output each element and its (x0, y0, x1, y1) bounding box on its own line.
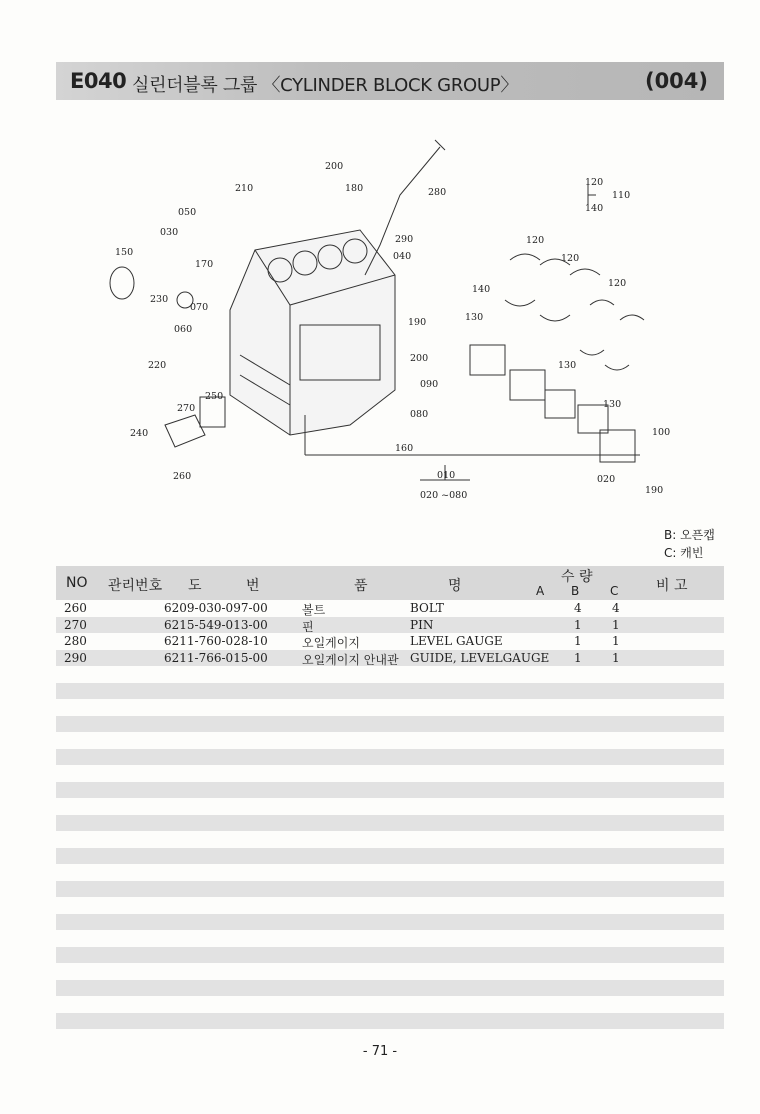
svg-text:150: 150 (115, 247, 134, 258)
row-name-en: PIN (410, 617, 434, 632)
empty-row (56, 683, 724, 700)
empty-row (56, 848, 724, 865)
svg-text:020 ~080: 020 ~080 (420, 490, 468, 501)
col-qty-c: C (610, 584, 619, 598)
empty-row (56, 996, 724, 1013)
svg-text:210: 210 (235, 183, 254, 194)
legend-b: B: 오픈캡 (664, 528, 715, 542)
empty-row (56, 716, 724, 733)
table-row (56, 633, 724, 650)
row-no: 260 (64, 601, 87, 615)
svg-text:120: 120 (585, 177, 604, 188)
exploded-parts-diagram (100, 135, 700, 515)
table-row (56, 600, 724, 617)
svg-text:010: 010 (437, 470, 456, 481)
row-qty-c: 4 (612, 601, 620, 615)
table-row (56, 617, 724, 634)
row-no: 290 (64, 650, 87, 665)
empty-row (56, 980, 724, 997)
col-part: 품 (354, 578, 368, 594)
col-drawing: 도 (188, 578, 202, 594)
svg-text:160: 160 (395, 443, 414, 454)
svg-text:040: 040 (393, 251, 412, 262)
svg-text:270: 270 (177, 403, 196, 414)
row-name-kr: 볼트 (302, 603, 326, 617)
svg-text:200: 200 (410, 353, 429, 364)
svg-text:170: 170 (195, 259, 214, 270)
empty-row (56, 1013, 724, 1030)
empty-row (56, 782, 724, 799)
row-qty-b: 1 (574, 650, 582, 665)
empty-row (56, 699, 724, 716)
col-drawing-2: 번 (246, 578, 260, 594)
col-qty-b: B (571, 584, 580, 598)
svg-text:240: 240 (130, 428, 149, 439)
svg-text:120: 120 (526, 235, 545, 246)
row-name-kr: 오일게이지 안내관 (302, 652, 399, 667)
svg-text:120: 120 (608, 278, 627, 289)
svg-text:250: 250 (205, 391, 224, 402)
svg-text:130: 130 (465, 312, 484, 323)
row-qty-c: 1 (612, 650, 620, 665)
svg-text:120: 120 (561, 253, 580, 264)
row-code: 6209-030-097-00 (164, 601, 268, 615)
empty-row (56, 930, 724, 947)
row-name-en: GUIDE, LEVELGAUGE (410, 650, 550, 665)
row-code: 6211-760-028-10 (164, 634, 268, 648)
row-name-kr: 핀 (302, 619, 314, 634)
svg-text:290: 290 (395, 234, 414, 245)
svg-text:030: 030 (160, 227, 179, 238)
row-code: 6211-766-015-00 (164, 650, 268, 665)
svg-text:190: 190 (645, 485, 664, 496)
svg-text:140: 140 (472, 284, 491, 295)
row-qty-c: 1 (612, 617, 620, 632)
empty-row (56, 732, 724, 749)
svg-text:070: 070 (190, 302, 209, 313)
row-name-kr: 오일게이지 (302, 636, 360, 650)
empty-row (56, 914, 724, 931)
empty-row (56, 798, 724, 815)
table-row (56, 650, 724, 667)
row-no: 270 (64, 617, 87, 632)
svg-text:200: 200 (325, 161, 344, 172)
svg-text:140: 140 (585, 203, 604, 214)
row-code: 6215-549-013-00 (164, 617, 268, 632)
svg-text:180: 180 (345, 183, 364, 194)
empty-row (56, 897, 724, 914)
row-name-en: LEVEL GAUGE (410, 634, 503, 648)
col-mgmt-number: 관리번호 (108, 578, 163, 594)
svg-text:260: 260 (173, 471, 192, 482)
svg-text:090: 090 (420, 379, 439, 390)
svg-text:130: 130 (603, 399, 622, 410)
col-name: 명 (448, 578, 462, 594)
page-number: - 71 - (362, 1044, 398, 1059)
svg-text:130: 130 (558, 360, 577, 371)
empty-row (56, 815, 724, 832)
col-remarks: 비 고 (656, 578, 688, 594)
parts-table-body (56, 600, 724, 1029)
svg-text:050: 050 (178, 207, 197, 218)
svg-text:190: 190 (408, 317, 427, 328)
empty-row (56, 749, 724, 766)
section-title: 실린더블록 그룹 〈CYLINDER BLOCK GROUP〉 (132, 75, 519, 96)
empty-row (56, 963, 724, 980)
svg-text:100: 100 (652, 427, 671, 438)
empty-row (56, 947, 724, 964)
svg-text:020: 020 (597, 474, 616, 485)
svg-text:080: 080 (410, 409, 429, 420)
empty-row (56, 864, 724, 881)
legend-c: C: 캐빈 (664, 546, 704, 560)
svg-text:060: 060 (174, 324, 193, 335)
col-no: NO (66, 575, 88, 591)
row-qty-b: 1 (574, 617, 582, 632)
svg-text:110: 110 (612, 190, 631, 201)
svg-text:280: 280 (428, 187, 447, 198)
empty-row (56, 881, 724, 898)
parts-table-header (56, 566, 724, 600)
empty-row (56, 831, 724, 848)
row-no: 280 (64, 634, 87, 648)
row-qty-b: 4 (574, 601, 582, 615)
row-qty-c: 1 (612, 634, 620, 648)
col-qty-a: A (536, 584, 545, 598)
section-header (56, 62, 724, 100)
empty-row (56, 765, 724, 782)
section-page-number: (004) (644, 69, 708, 93)
row-name-en: BOLT (410, 601, 444, 615)
col-qty: 수 량 (561, 569, 593, 585)
svg-text:220: 220 (148, 360, 167, 371)
empty-row (56, 666, 724, 683)
svg-text:230: 230 (150, 294, 169, 305)
section-code: E040 (70, 69, 127, 93)
row-qty-b: 1 (574, 634, 582, 648)
